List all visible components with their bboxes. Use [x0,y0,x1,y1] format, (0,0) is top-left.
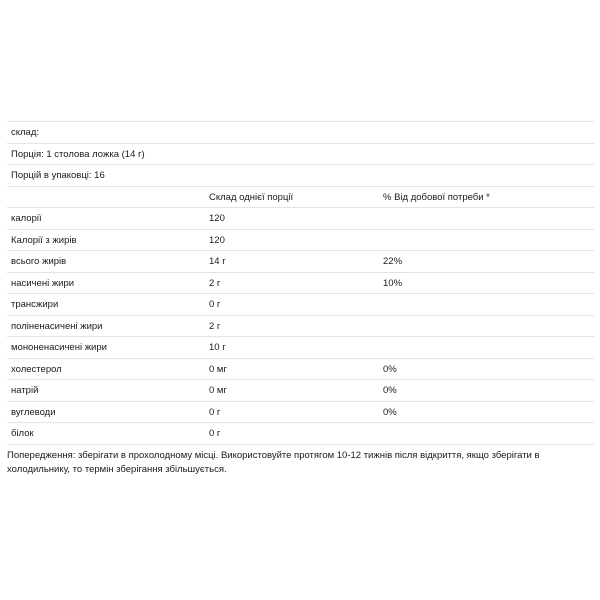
serving-size: Порція: 1 столова ложка (14 г) [11,148,145,160]
table-header-row [7,187,594,209]
nutrition-table [7,121,594,445]
table-row [7,294,594,316]
nutrient-name: поліненасичені жири [11,320,103,332]
header-daily-value: % Від добової потреби * [383,191,490,203]
table-row [7,380,594,402]
nutrient-name: білок [11,428,34,439]
nutrient-daily-value: 0% [383,363,397,375]
nutrient-amount: 0 г [209,406,221,418]
servings-per-pack-row [7,165,594,187]
nutrient-amount: 2 г [209,277,221,289]
nutrient-daily-value: 0% [383,406,397,418]
table-row [7,230,594,252]
nutrient-amount: 0 мг [209,363,227,375]
nutrient-name: насичені жири [11,277,75,289]
nutrient-amount: 0 г [209,428,221,439]
nutrient-name: Калорії з жирів [11,234,77,246]
servings-per-pack: Порцій в упаковці: 16 [11,170,105,181]
nutrient-amount: 14 г [209,256,226,267]
nutrient-amount: 0 г [209,299,221,310]
serving-size-row [7,144,594,166]
nutrient-amount: 0 мг [209,385,227,396]
table-row [7,208,594,230]
nutrient-name: трансжири [11,299,59,310]
nutrient-amount: 10 г [209,342,226,353]
composition-row [7,122,594,144]
table-row [7,251,594,273]
storage-warning: Попередження: зберігати в прохолодному місці. Використовуйте протягом 10-12 тижнів після відкриття, якщо зберігати в холодильнику, то термін зберігання збільшується. [7,450,540,475]
nutrient-amount: 2 г [209,320,221,332]
header-amount: Склад однієї порції [209,191,294,203]
nutrient-daily-value: 22% [383,256,403,267]
nutrient-name: вуглеводи [11,406,56,418]
table-row [7,359,594,381]
composition-label: склад: [11,127,40,138]
nutrient-amount: 120 [209,213,225,224]
nutrient-name: всього жирів [11,256,67,267]
nutrient-amount: 120 [209,234,225,246]
table-row [7,337,594,359]
table-row [7,273,594,295]
table-row [7,423,594,445]
nutrient-daily-value: 0% [383,385,397,396]
nutrient-name: холестерол [11,363,62,375]
nutrient-name: натрій [11,385,39,396]
nutrient-daily-value: 10% [383,277,403,289]
nutrient-name: мононенасичені жири [11,342,107,353]
table-row [7,402,594,424]
table-row [7,316,594,338]
nutrient-name: калорії [11,213,42,224]
